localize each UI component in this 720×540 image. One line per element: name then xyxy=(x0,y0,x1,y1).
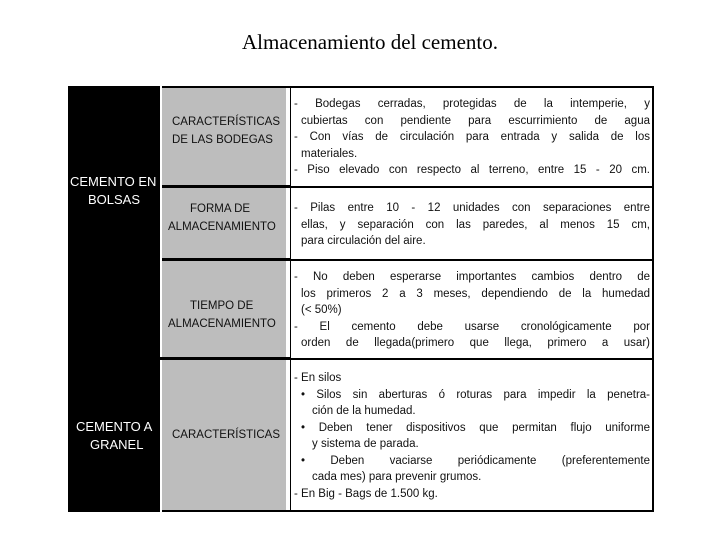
r3-line3: (< 50%) xyxy=(301,304,342,316)
r3-line5: orden de llegada(primero que llega, primero a usar) xyxy=(301,337,650,349)
mid-separator-2 xyxy=(162,258,290,261)
r4-line2: • Silos sin aberturas ó roturas para impedir la penetra- xyxy=(301,388,650,401)
mid-cell-caracteristicas-bodegas xyxy=(162,88,286,185)
mid-r2-line1: FORMA DE xyxy=(190,203,251,215)
right-cell-forma xyxy=(294,200,650,250)
mid-separator-3 xyxy=(162,357,290,360)
mid-r2-line2: ALMACENAMIENTO xyxy=(168,221,276,233)
page-title: Almacenamiento del cemento. xyxy=(242,30,498,54)
r2-line1: - Pilas entre 10 - 12 unidades con separaciones entre xyxy=(294,202,650,214)
category-bolsas xyxy=(70,173,162,209)
mid-r1-line1: CARACTERÍSTICAS xyxy=(172,116,280,128)
right-separator-2 xyxy=(290,259,654,261)
r1-line3: - Con vías de circulación para entrada y salida de los xyxy=(294,131,650,143)
category-bolsas-line1: CEMENTO EN xyxy=(70,174,157,189)
storage-table xyxy=(68,86,654,512)
column-divider xyxy=(290,86,291,512)
mid-cell-caracteristicas-granel xyxy=(162,360,286,510)
r4-line3: ción de la humedad. xyxy=(312,405,416,417)
r4-line4: • Deben tener dispositivos que permitan flujo uniforme xyxy=(301,421,650,434)
table-right-border xyxy=(652,86,654,512)
r1-line4: materiales. xyxy=(301,147,358,160)
mid-cell-tiempo-almacenamiento xyxy=(162,261,286,357)
right-separator-3 xyxy=(290,358,654,360)
r1-line1: - Bodegas cerradas, protegidas de la intemperie, y xyxy=(294,98,650,110)
r2-line3: para circulación del aire. xyxy=(301,235,426,247)
right-cell-granel xyxy=(294,370,650,502)
mid-r1-line2: DE LAS BODEGAS xyxy=(172,134,273,146)
r4-line5: y sistema de parada. xyxy=(312,438,419,450)
table-bottom-border xyxy=(162,510,654,512)
category-granel xyxy=(76,418,168,454)
category-granel-line2: GRANEL xyxy=(90,437,144,452)
r4-line1: - En silos xyxy=(294,372,342,384)
r4-line6: • Deben vaciarse periódicamente (preferentemente xyxy=(301,454,650,467)
mid-r4-line1: CARACTERÍSTICAS xyxy=(172,429,280,441)
mid-r3-line2: ALMACENAMIENTO xyxy=(168,318,276,330)
category-granel-line1: CEMENTO A xyxy=(76,419,153,434)
category-bolsas-line2: BOLSAS xyxy=(88,192,141,207)
mid-cell-forma-almacenamiento xyxy=(162,188,286,258)
right-cell-tiempo xyxy=(294,269,650,352)
right-cell-bodegas xyxy=(294,96,650,179)
r2-line2: ellas, y separación con las paredes, al menos 15 cm, xyxy=(301,218,650,231)
mid-separator-1 xyxy=(162,185,290,188)
r3-line1: - No deben esperarse importantes cambios dentro de xyxy=(294,271,650,283)
mid-r3-line1: TIEMPO DE xyxy=(190,300,254,312)
r4-line7: cada mes) para prevenir grumos. xyxy=(312,471,482,483)
r4-line8: - En Big - Bags de 1.500 kg. xyxy=(294,487,438,500)
category-separator xyxy=(68,357,162,360)
r3-line4: - El cemento debe usarse cronológicamente por xyxy=(294,320,650,333)
right-separator-1 xyxy=(290,186,654,188)
r1-line2: cubiertas con pendiente para escurrimiento de agua xyxy=(301,114,650,127)
r1-line5: - Piso elevado con respecto al terreno, entre 15 - 20 cm. xyxy=(294,164,650,176)
r3-line2: los primeros 2 a 3 meses, dependiendo de la humedad xyxy=(301,287,650,300)
